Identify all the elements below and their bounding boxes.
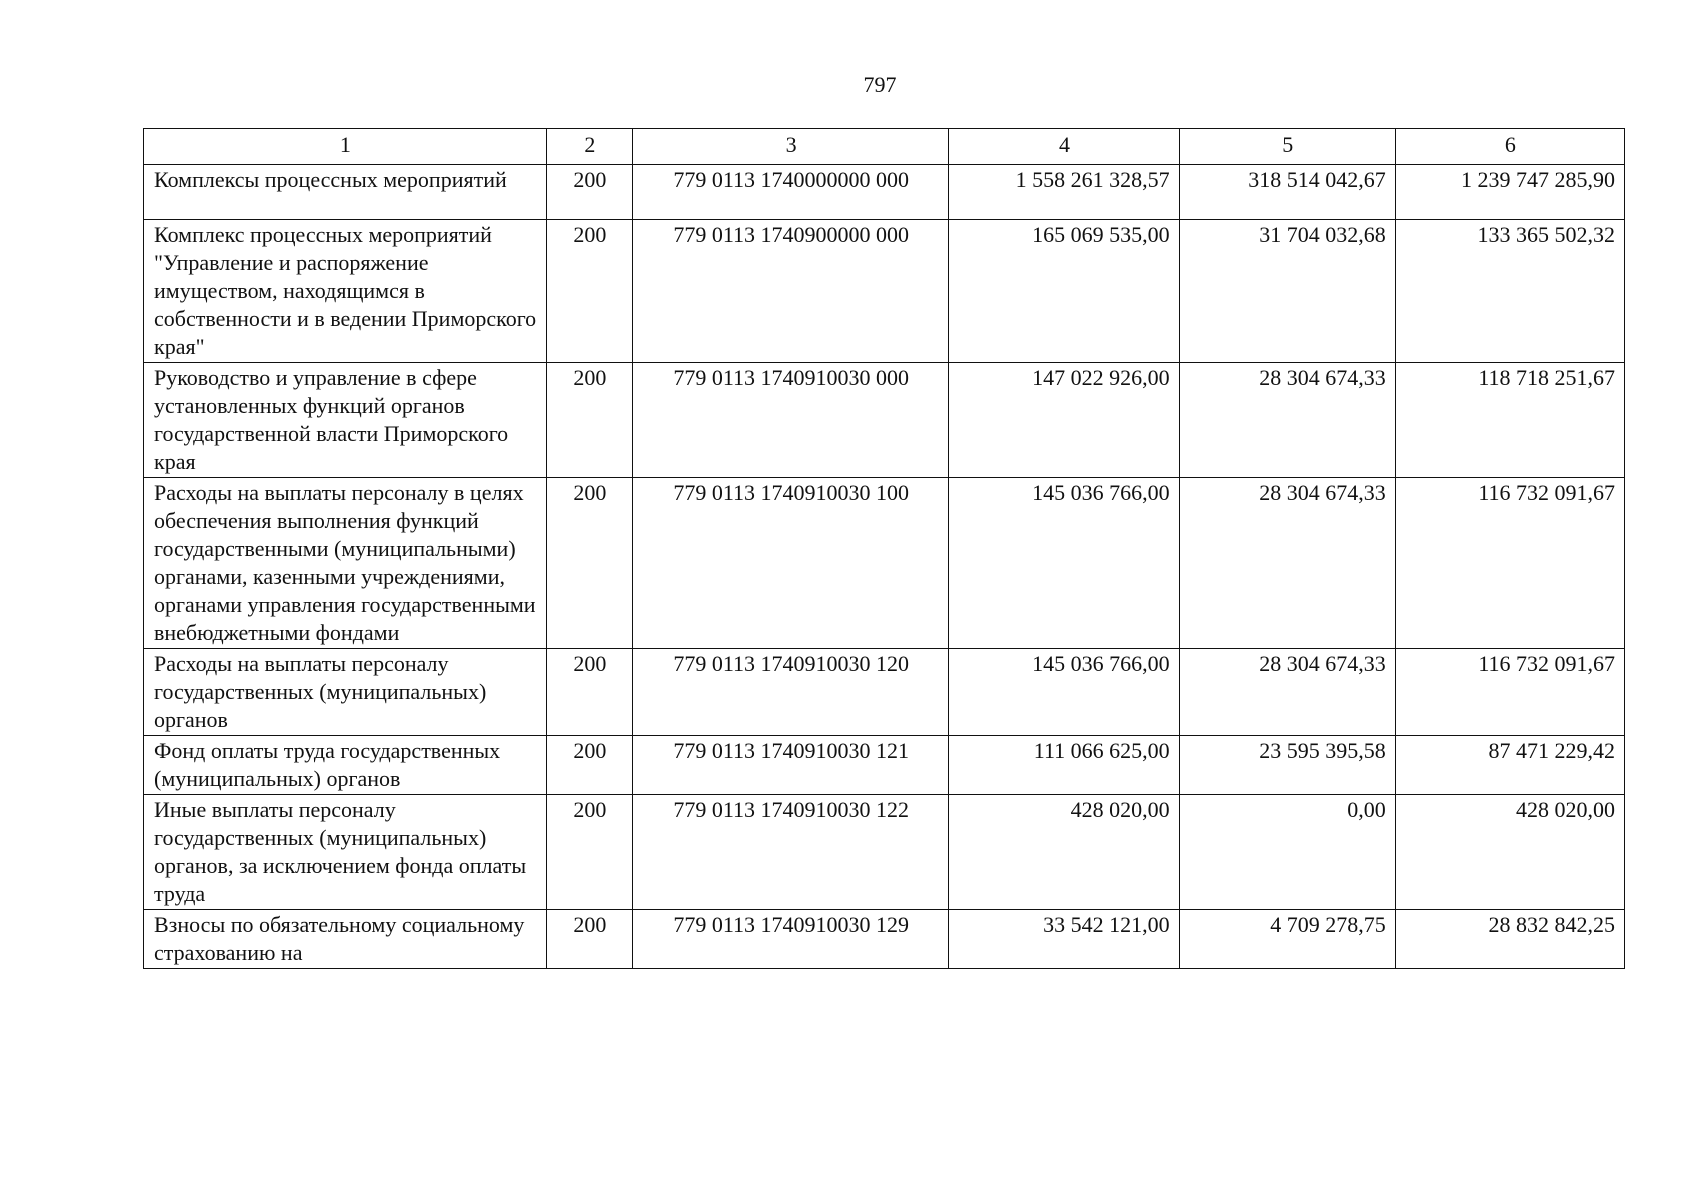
row-name: Фонд оплаты труда государственных (муниципальных) органов	[144, 736, 547, 795]
row-col4: 111 066 625,00	[949, 736, 1179, 795]
row-section: 200	[546, 363, 632, 478]
column-header-2: 2	[546, 129, 632, 165]
row-name: Комплекс процессных мероприятий "Управление и распоряжение имуществом, находящимся в собственности и в ведении Приморского края"	[144, 220, 547, 363]
row-code: 779 0113 1740000000 000	[632, 165, 948, 220]
row-col5: 4 709 278,75	[1179, 910, 1395, 969]
table-row	[144, 165, 1625, 220]
row-col4: 1 558 261 328,57	[949, 165, 1179, 220]
row-name: Расходы на выплаты персоналу государственных (муниципальных) органов	[144, 649, 547, 736]
row-col5: 31 704 032,68	[1179, 220, 1395, 363]
column-header-4: 4	[949, 129, 1179, 165]
table-row	[144, 363, 1625, 478]
column-header-1: 1	[144, 129, 547, 165]
row-code: 779 0113 1740910030 122	[632, 795, 948, 910]
column-header-3: 3	[632, 129, 948, 165]
row-col5: 28 304 674,33	[1179, 478, 1395, 649]
row-col4: 147 022 926,00	[949, 363, 1179, 478]
row-col4: 165 069 535,00	[949, 220, 1179, 363]
table-row	[144, 220, 1625, 363]
row-col5: 318 514 042,67	[1179, 165, 1395, 220]
row-code: 779 0113 1740900000 000	[632, 220, 948, 363]
row-col5: 0,00	[1179, 795, 1395, 910]
row-code: 779 0113 1740910030 120	[632, 649, 948, 736]
row-code: 779 0113 1740910030 129	[632, 910, 948, 969]
row-col6: 428 020,00	[1395, 795, 1624, 910]
row-name: Руководство и управление в сфере установленных функций органов государственной власти Приморского края	[144, 363, 547, 478]
row-col5: 28 304 674,33	[1179, 363, 1395, 478]
row-code: 779 0113 1740910030 100	[632, 478, 948, 649]
row-col4: 428 020,00	[949, 795, 1179, 910]
row-col5: 28 304 674,33	[1179, 649, 1395, 736]
table-row	[144, 478, 1625, 649]
page-number: 797	[863, 72, 897, 97]
row-col4: 145 036 766,00	[949, 478, 1179, 649]
row-col5: 23 595 395,58	[1179, 736, 1395, 795]
row-col4: 145 036 766,00	[949, 649, 1179, 736]
column-header-5: 5	[1179, 129, 1395, 165]
row-section: 200	[546, 736, 632, 795]
row-section: 200	[546, 220, 632, 363]
row-section: 200	[546, 910, 632, 969]
table-header-row	[144, 129, 1625, 165]
row-name: Расходы на выплаты персоналу в целях обеспечения выполнения функций государственными (муниципальными) органами, казенными учреждениями, органами управления государственными внебюджетными фондами	[144, 478, 547, 649]
column-header-6: 6	[1395, 129, 1624, 165]
row-col6: 116 732 091,67	[1395, 478, 1624, 649]
table-row	[144, 910, 1625, 969]
table-row	[144, 736, 1625, 795]
row-name: Иные выплаты персоналу государственных (муниципальных) органов, за исключением фонда оплаты труда	[144, 795, 547, 910]
row-code: 779 0113 1740910030 000	[632, 363, 948, 478]
row-col4: 33 542 121,00	[949, 910, 1179, 969]
row-section: 200	[546, 649, 632, 736]
row-section: 200	[546, 795, 632, 910]
row-section: 200	[546, 478, 632, 649]
budget-table	[143, 128, 1625, 969]
row-col6: 118 718 251,67	[1395, 363, 1624, 478]
row-name: Взносы по обязательному социальному страхованию на	[144, 910, 547, 969]
table-row	[144, 795, 1625, 910]
row-col6: 116 732 091,67	[1395, 649, 1624, 736]
row-col6: 133 365 502,32	[1395, 220, 1624, 363]
table-row	[144, 649, 1625, 736]
row-code: 779 0113 1740910030 121	[632, 736, 948, 795]
row-col6: 1 239 747 285,90	[1395, 165, 1624, 220]
row-section: 200	[546, 165, 632, 220]
row-name: Комплексы процессных мероприятий	[144, 165, 547, 220]
row-col6: 28 832 842,25	[1395, 910, 1624, 969]
row-col6: 87 471 229,42	[1395, 736, 1624, 795]
